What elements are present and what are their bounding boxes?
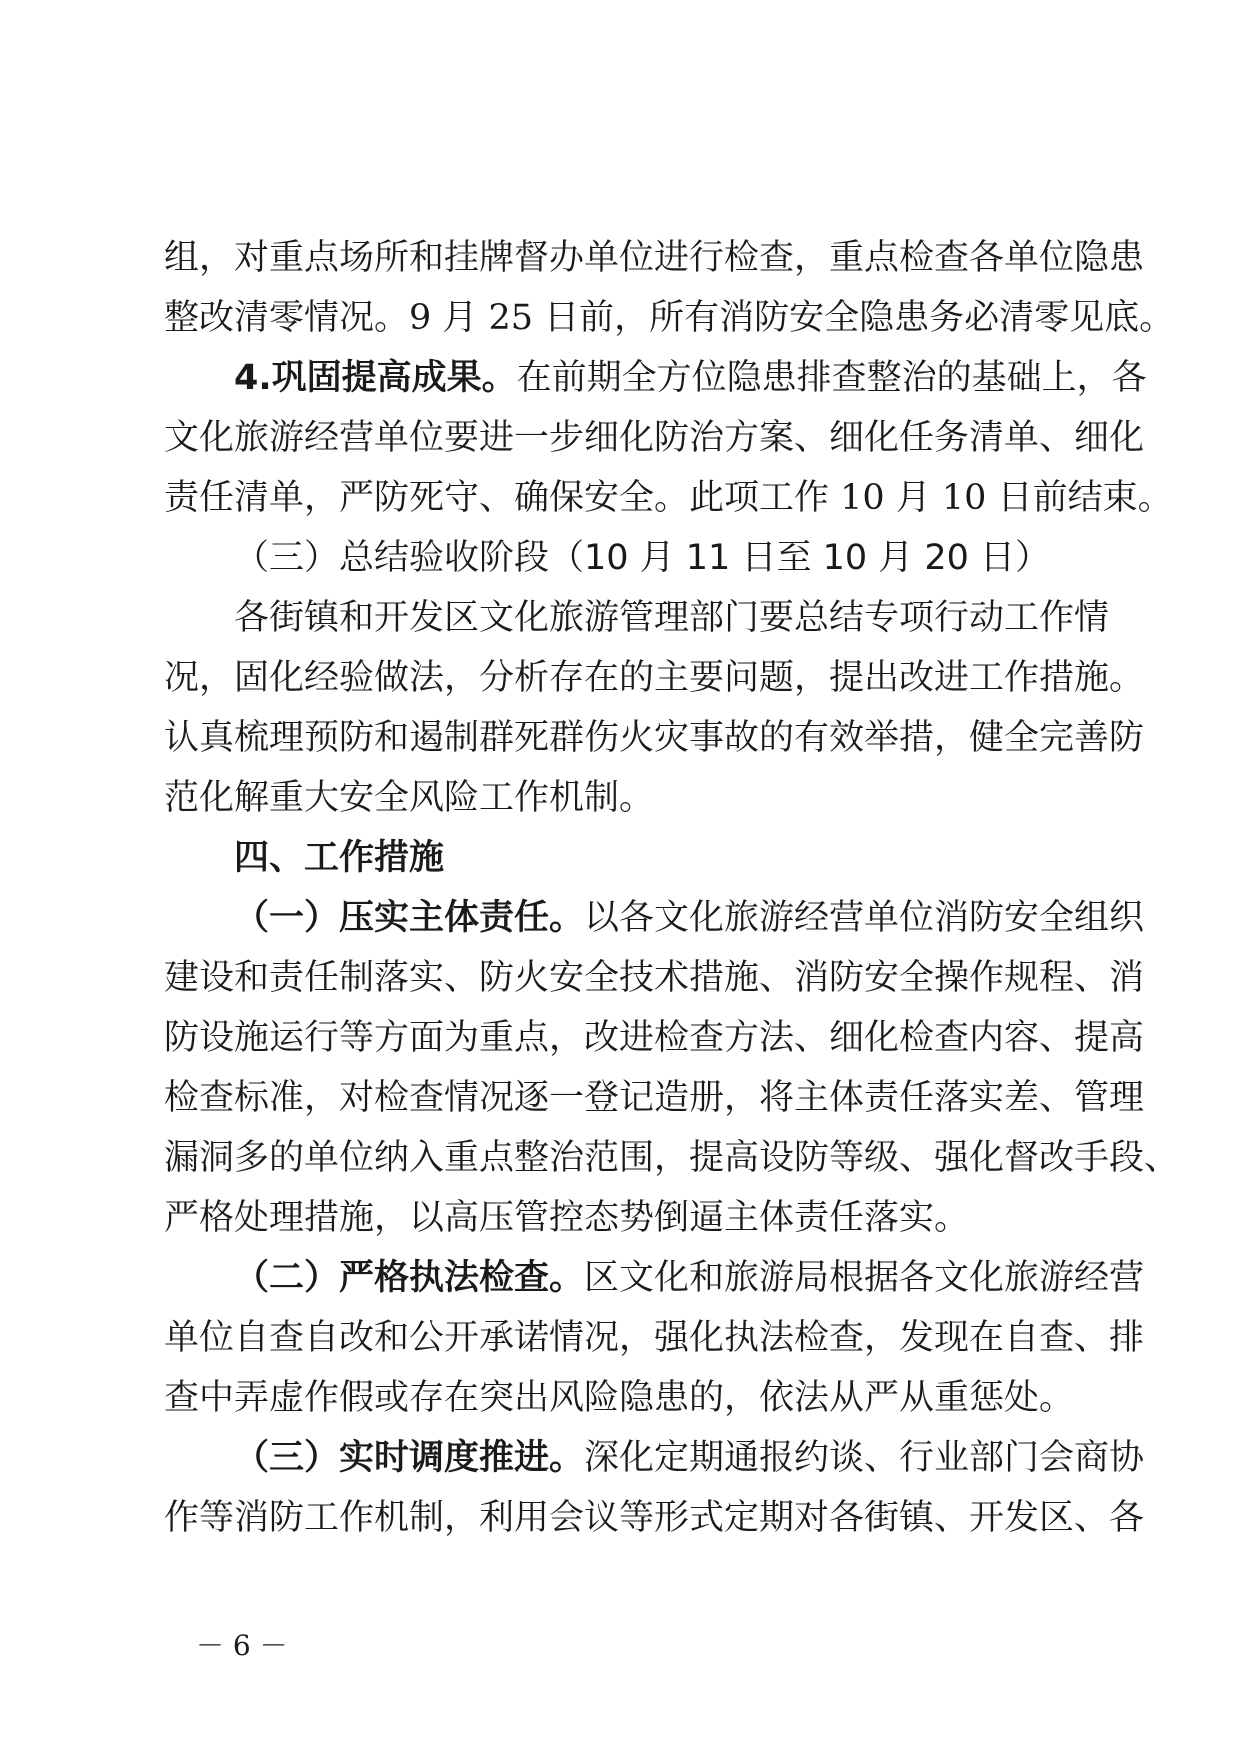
text-span: 深化定期通报约谈、行业部门会商协 [584, 1438, 1145, 1478]
text-line: 组，对重点场所和挂牌督办单位进行检查，重点检查各单位隐患 [164, 238, 1145, 278]
subheading-summary-stage: （三）总结验收阶段（10 月 11 日至 10 月 20 日） [234, 538, 1051, 578]
text-line: 文化旅游经营单位要进一步细化防治方案、细化任务清单、细化 [164, 418, 1145, 458]
paragraph-responsibility [164, 888, 1180, 1248]
text-line [164, 888, 1145, 948]
text-line: 严格处理措施，以高压管控态势倒逼主体责任落实。 [164, 1198, 970, 1238]
paragraph-consolidate-results [164, 348, 1173, 528]
text-line: 漏洞多的单位纳入重点整治范围，提高设防等级、强化督改手段、 [164, 1138, 1180, 1178]
text-line: 整改清零情况。9 月 25 日前，所有消防安全隐患务必清零见底。 [164, 298, 1175, 338]
text-line: 作等消防工作机制，利用会议等形式定期对各街镇、开发区、各 [164, 1498, 1145, 1538]
page-number: － 6 － [196, 1629, 288, 1662]
text-line: 各街镇和开发区文化旅游管理部门要总结专项行动工作情 [234, 598, 1110, 638]
text-line: 责任清单，严防死守、确保安全。此项工作 10 月 10 日前结束。 [164, 478, 1173, 518]
text-span: 在前期全方位隐患排查整治的基础上，各 [516, 358, 1147, 398]
text-line: 防设施运行等方面为重点，改进检查方法、细化检查内容、提高 [164, 1018, 1145, 1058]
section-heading-work-measures: 四、工作措施 [234, 838, 445, 878]
paragraph-lead-bold: （二）严格执法检查。 [234, 1258, 585, 1298]
paragraph-lead-bold: （一）压实主体责任。 [234, 898, 585, 938]
paragraph-dispatch [164, 1428, 1145, 1548]
text-line: 检查标准，对检查情况逐一登记造册，将主体责任落实差、管理 [164, 1078, 1145, 1118]
text-line: 范化解重大安全风险工作机制。 [164, 778, 655, 818]
paragraph-lead-bold: 4.巩固提高成果。 [234, 358, 517, 398]
paragraph-inspection-continued [164, 228, 1175, 348]
paragraph-summary [164, 588, 1145, 828]
text-line: 单位自查自改和公开承诺情况，强化执法检查，发现在自查、排 [164, 1318, 1145, 1358]
text-line [164, 348, 1147, 408]
text-span: 区文化和旅游局根据各文化旅游经营 [584, 1258, 1145, 1298]
text-span: 以各文化旅游经营单位消防安全组织 [584, 898, 1145, 938]
paragraph-lead-bold: （三）实时调度推进。 [234, 1438, 585, 1478]
text-line [164, 1248, 1145, 1308]
document-body [164, 228, 1180, 1548]
paragraph-law-enforcement [164, 1248, 1145, 1428]
text-line: 认真梳理预防和遏制群死群伤火灾事故的有效举措，健全完善防 [164, 718, 1145, 758]
text-line: 况，固化经验做法，分析存在的主要问题，提出改进工作措施。 [164, 658, 1145, 698]
text-line: 查中弄虚作假或存在突出风险隐患的，依法从严从重惩处。 [164, 1378, 1075, 1418]
text-line [164, 1428, 1145, 1488]
text-line: 建设和责任制落实、防火安全技术措施、消防安全操作规程、消 [164, 958, 1145, 998]
